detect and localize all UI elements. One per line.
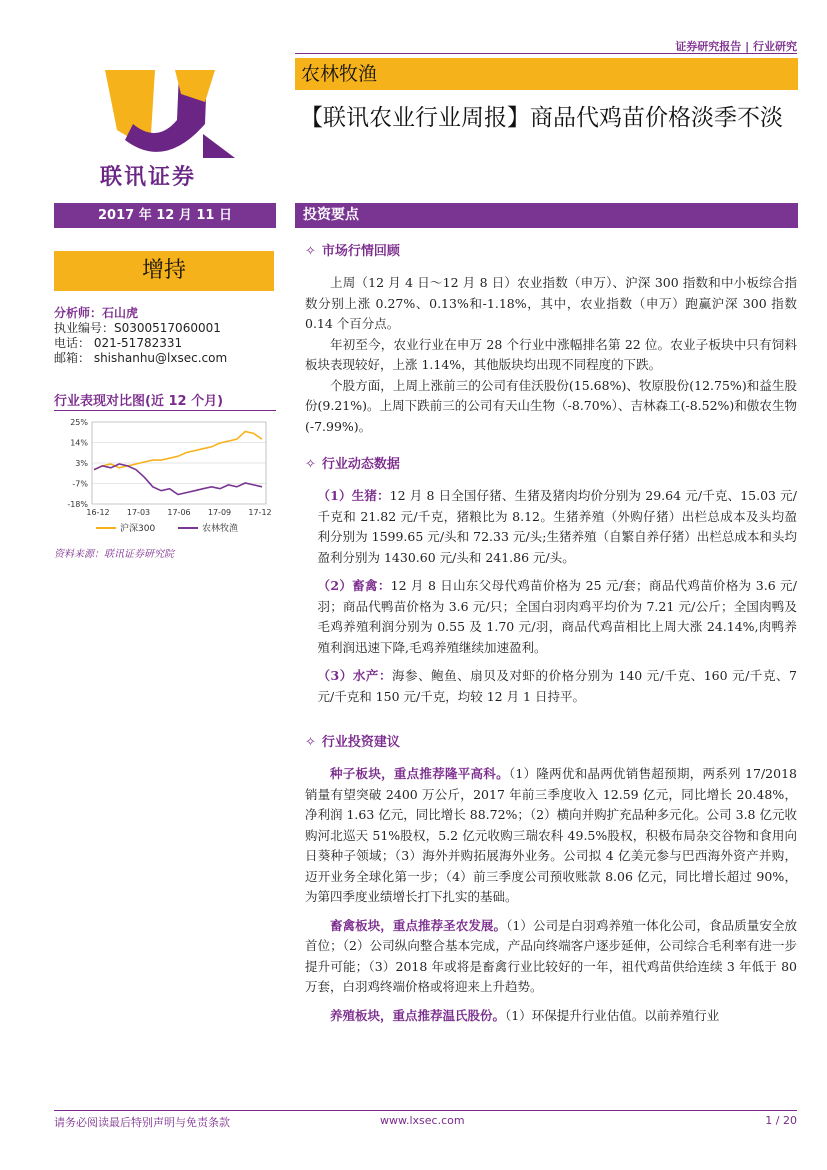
diamond-icon: ✧ <box>305 457 316 472</box>
section-heading-text: 市场行情回顾 <box>321 244 400 259</box>
main-content <box>305 240 797 1042</box>
analyst-phone: 电话： 021-51782331 <box>54 336 183 350</box>
analyst-info <box>54 306 227 366</box>
analyst-license: 执业编号：S0300517060001 <box>54 321 221 335</box>
x-tick-label: 17-09 <box>207 508 232 517</box>
analyst-email[interactable]: 邮箱： shishanhu@lxsec.com <box>54 351 228 365</box>
paragraph-text: 12 月 8 日全国仔猪、生猪及猪肉均价分别为 29.64 元/千克、15.03 元/千克和 21.82 元/千克，猪粮比为 8.12。生猪养殖（外购仔猪）出栏总成本及头均盈利分别为 1599.65 元/头和 72.33 元/头;生猪养殖（自繁自养仔猪）出栏总成本和头均盈利分别为 1430.60 元/头和 241.86 元/头。 <box>317 488 797 565</box>
paragraph-text: 个股方面，上周上涨前三的公司有佳沃股份(15.68%)、牧原股份(12.75%)和益生股份(9.21%)。上周下跌前三的公司有天山生物（-8.70%）、吉林森工(-8.52%)和傲农生物(-7.99%)。 <box>305 377 797 434</box>
header-divider <box>295 53 797 54</box>
analyst-line <box>54 306 227 321</box>
analyst-label: 分析师： <box>54 306 103 320</box>
report-date: 2017 年 12 月 11 日 <box>54 203 276 228</box>
y-tick-label: -18% <box>67 500 88 509</box>
paragraph-lead: （2）畜禽： <box>317 578 391 593</box>
paragraph <box>305 1006 797 1027</box>
section-heading-text: 行业动态数据 <box>321 457 400 472</box>
paragraph <box>305 916 797 998</box>
paragraph-lead: （3）水产： <box>317 668 392 683</box>
footer-website[interactable]: www.lxsec.com <box>380 1114 465 1127</box>
footer-divider <box>54 1110 797 1111</box>
y-tick-label: -7% <box>72 479 88 489</box>
y-tick-label: 3% <box>75 459 88 468</box>
section-heading <box>305 731 797 750</box>
diamond-icon: ✧ <box>305 735 316 750</box>
paragraph <box>305 486 797 568</box>
chart-title: 行业表现对比图(近 12 个月) <box>54 394 224 409</box>
footer-disclaimer: 请务必阅读最后特别声明与免责条款 <box>54 1116 230 1129</box>
chart-source: 资料来源：联讯证券研究院 <box>54 549 174 560</box>
footer-page-number: 1 / 20 <box>765 1114 797 1127</box>
section-heading <box>305 240 797 259</box>
paragraph-text: （1）隆两优和晶两优销售超预期，两系列 17/2018 销量有望突破 2400 万公斤，2017 年前三季度收入 12.59 亿元，同比增长 20.48%，净利润 1.63 亿元，同比增长 88.72%；（2）横向并购扩充品种多元化。公司 3.8 亿元收购河北巡天 51%股权，5.2 亿元收购三瑞农科 49.5%股权，积极布局杂交谷物和食用向日葵种子领域；（3）海外并购拓展海外业务。公司拟 4 亿美元参与巴西海外资产并购，迈开业务全球化第一步；（4）前三季度公司预收账款 8.06 亿元，同比增长超过 90%，为第四季度业绩增长打下扎实的基础。 <box>305 766 797 904</box>
legend-label: 沪深300 <box>120 524 156 534</box>
x-tick-label: 17-06 <box>167 508 191 517</box>
paragraph <box>305 335 797 376</box>
paragraph-text: （1）公司是白羽鸡养殖一体化公司，食品质量安全放首位；（2）公司纵向整合基本完成，产品向终端客户逐步延伸，公司综合毛利率有进一步提升可能；（3）2018 年或将是畜禽行业比较好的一年，祖代鸡苗供给连续 3 年低于 80 万套，白羽鸡终端价格或将迎来上升趋势。 <box>305 917 797 994</box>
section-heading-text: 行业投资建议 <box>321 735 400 750</box>
paragraph-text: （1）环保提升行业估值。以前养殖行业 <box>505 1007 720 1023</box>
paragraph-lead: 畜禽板块，重点推荐圣农发展。 <box>330 917 507 933</box>
paragraph <box>305 376 797 438</box>
paragraph-text: 上周（12 月 4 日～12 月 8 日）农业指数（申万）、沪深 300 指数和中小板综合指数分别上涨 0.27%、0.13%和-1.18%，其中，农业指数（申万）跑赢沪深 300 指数 0.14 个百分点。 <box>305 275 797 331</box>
y-tick-label: 25% <box>70 418 88 427</box>
logo-text: 联讯证券 <box>100 165 197 190</box>
paragraph-text: 海参、鲍鱼、扇贝及对虾的价格分别为 140 元/千克、160 元/千克、7 元/千克和 150 元/千克，均较 12 月 1 日持平。 <box>317 668 797 704</box>
y-tick-label: 14% <box>70 438 88 448</box>
paragraph-text: 年初至今，农业行业在申万 28 个行业中涨幅排名第 22 位。农业子板块中只有饲料板块表现较好，上涨 1.14%，其他版块均出现不同程度的下跌。 <box>305 336 797 372</box>
diamond-icon: ✧ <box>305 244 316 259</box>
paragraph-text: 12 月 8 日山东父母代鸡苗价格为 25 元/套；商品代鸡苗价格为 3.6 元/羽；商品代鸭苗价格为 3.6 元/只；全国白羽肉鸡平均价为 7.21 元/公斤；全国肉鸭及毛鸡养殖利润分别为 0.55 及 1.70 元/羽，商品代鸡苗相比上周大涨 24.14%,肉鸭养殖利润迅速下降,毛鸡养殖继续加速盈利。 <box>317 578 798 655</box>
paragraph-lead: （1）生猪： <box>317 488 390 503</box>
chart-divider <box>54 410 276 411</box>
paragraph <box>305 576 797 658</box>
section-heading <box>305 453 797 472</box>
performance-chart <box>54 412 276 544</box>
section-title: 投资要点 <box>295 203 798 228</box>
paragraph <box>305 764 797 908</box>
rating-badge: 增持 <box>54 251 274 291</box>
legend-label: 农林牧渔 <box>202 524 239 534</box>
paragraph-lead: 种子板块，重点推荐隆平高科。 <box>330 766 509 781</box>
analyst-name: 石山虎 <box>102 306 139 320</box>
paragraph-lead: 养殖板块，重点推荐温氏股份。 <box>330 1007 506 1023</box>
paragraph <box>305 666 797 707</box>
x-tick-label: 17-03 <box>126 508 151 517</box>
x-tick-label: 17-12 <box>248 508 272 517</box>
x-tick-label: 16-12 <box>86 508 110 517</box>
report-type: 证券研究报告 | 行业研究 <box>675 40 797 53</box>
report-title: 【联讯农业行业周报】商品代鸡苗价格淡季不淡 <box>300 105 783 131</box>
paragraph <box>305 273 797 335</box>
sector-banner: 农林牧渔 <box>295 58 798 90</box>
